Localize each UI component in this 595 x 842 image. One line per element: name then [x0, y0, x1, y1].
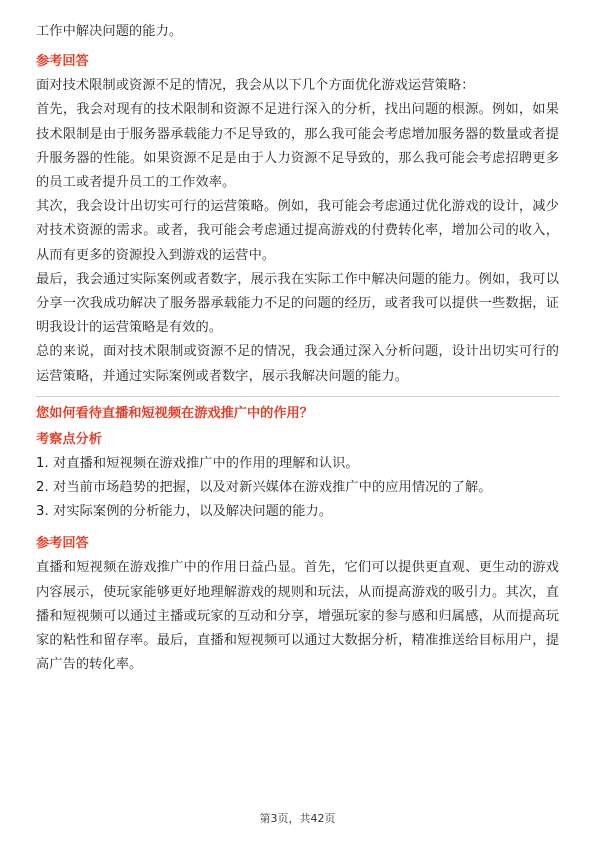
answer-heading: 参考回答	[36, 54, 89, 70]
analysis-point: 3. 对实际案例的分析能力，以及解决问题的能力。	[36, 504, 333, 520]
page-number-footer: 第3页，共42页	[259, 812, 336, 825]
answer-paragraph: 其次，我会设计出切实可行的运营策略。例如，我可能会考虑通过优化游戏的设计，减少对技术资源的需求。或者，我可能会考虑通过提高游戏的付费转化率，增加公司的收入，从而有更多的资源投入到游戏的运营中。	[36, 199, 559, 263]
answer-paragraph: 首先，我会对现有的技术限制和资源不足进行深入的分析，找出问题的根源。例如，如果技术限制是由于服务器承载能力不足导致的，那么我可能会考虑增加服务器的数量或者提升服务器的性能。如果资源不足是由于人力资源不足导致的，那么我可能会考虑招聘更多的员工或者提升员工的工作效率。	[36, 102, 559, 191]
answer-paragraph: 总的来说，面对技术限制或资源不足的情况，我会通过深入分析问题，设计出切实可行的运营策略，并通过实际案例或者数字，展示我解决问题的能力。	[36, 344, 559, 384]
page-content	[36, 20, 559, 677]
analysis-heading: 考察点分析	[36, 431, 102, 447]
answer-paragraph: 最后，我会通过实际案例或者数字，展示我在实际工作中解决问题的能力。例如，我可以分享一次我成功解决了服务器承载能力不足的问题的经历，或者我可以提供一些数据，证明我设计的运营策略是有效的。	[36, 271, 559, 336]
analysis-point: 2. 对当前市场趋势的把握，以及对新兴媒体在游戏推广中的应用情况的了解。	[36, 480, 492, 496]
question-title: 您如何看待直播和短视频在游戏推广中的作用？	[36, 405, 313, 421]
analysis-point: 1. 对直播和短视频在游戏推广中的作用的理解和认识。	[36, 455, 359, 471]
answer-paragraph: 面对技术限制或资源不足的情况，我会从以下几个方面优化游戏运营策略：	[36, 78, 475, 94]
section-divider	[36, 396, 559, 397]
answer-heading: 参考回答	[36, 536, 89, 552]
answer-paragraph: 直播和短视频在游戏推广中的作用日益凸显。首先，它们可以提供更直观、更生动的游戏内容展示，使玩家能够更好地理解游戏的规则和玩法，从而提高游戏的吸引力。其次，直播和短视频可以通过主播或玩家的互动和分享，增强玩家的参与感和归属感，从而提高玩家的粘性和留存率。最后，直播和短视频可以通过大数据分析，精准推送给目标用户，提高广告的转化率。	[36, 560, 559, 673]
intro-tail-text: 工作中解决问题的能力。	[36, 24, 183, 39]
